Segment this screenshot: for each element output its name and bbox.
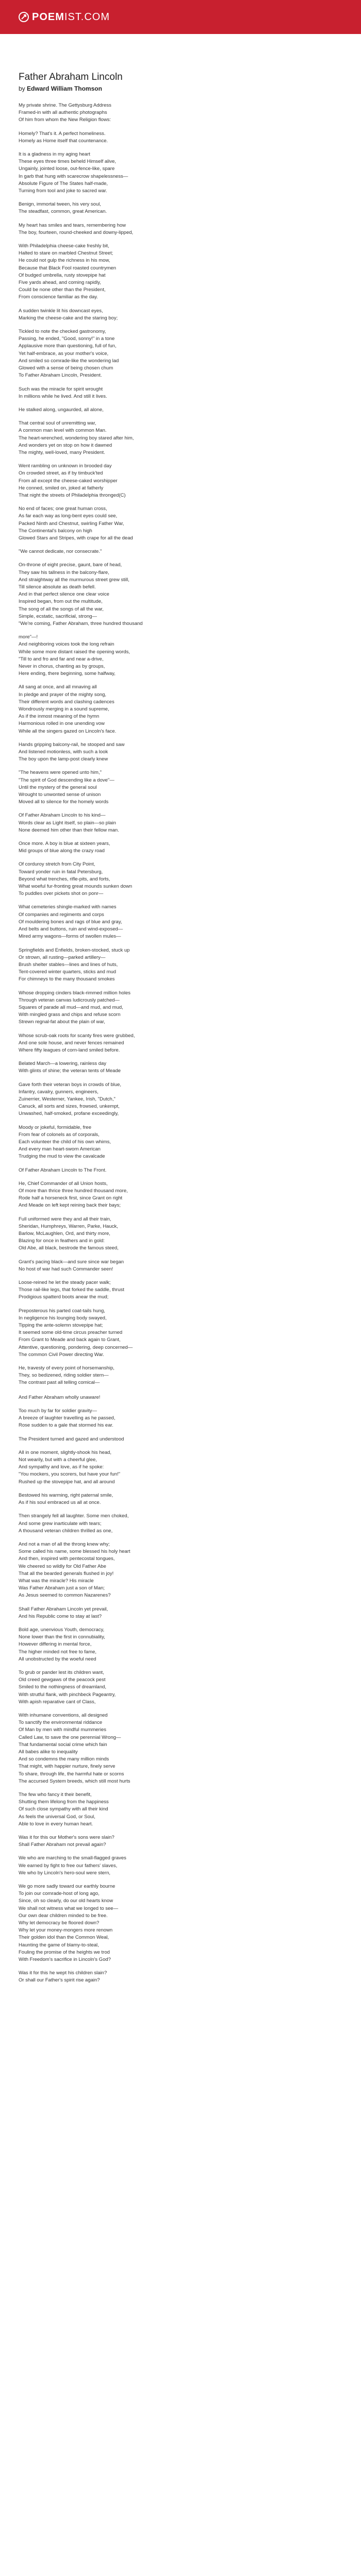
poem-stanza: He stalked along, ungaurded, all alone, (19, 406, 104, 413)
poem-stanza: Then strangely fell all laughter. Some men choked, And some grew inarticulate with tears; A thousand veteran children thrilled as one, (19, 1513, 129, 1534)
poem-byline (19, 84, 342, 93)
poem-stanza: Whose dropping cinders black-rimmed million holes Through veteran canvas ludicrously patched— Squares of parade all mud—and mud, and mud, With mingled grass and chips and refuse scorn Strewn regnal-fat about the plain of war, (19, 990, 131, 1025)
poem-stanza: Bold age, unenvious Youth, democracy, None lower than the first in connubiality, However differing in mental force, The higher minded not free to fame, All unobstructed by the woeful need (19, 1626, 105, 1662)
site-name-suffix: IST.COM (64, 11, 110, 23)
poem-stanza: My private shrine. The Gettysburg Address Framed-in with all authentic photographs Of him from whom the New Religion flows: (19, 103, 111, 123)
poem-stanza: Tickled to note the checked gastronomy, Passing, he ended, "Good, sonny!" in a tone Applausive more than questioning, full of fun, Yet half-embrace, as your mother's voice, And smiled so comrade-like the wondering lad Glowed with a sense of being chosen chum To Father Abraham Lincoln, President. (19, 329, 119, 379)
poem-stanza: Too much by far for soldier gravity— A breeze of laughter travelling as he passed, Rose sudden to a gale that stormed his ear. (19, 1408, 116, 1429)
poem-stanza: Of Father Abraham Lincoln to The Front. (19, 1167, 107, 1173)
poem-stanza: No end of faces; one great human cross, As far each way as long-bent eyes could see, Packed Ninth and Chestnut, swirling Father War, The Continental's balcony on high Glowed Stars and Stripes, with crape for all the dead (19, 506, 133, 541)
poem-stanza: The President turned and gazed and understood (19, 1436, 124, 1442)
author-link[interactable]: Edward William Thomson (27, 85, 102, 92)
poem-stanza: Whose scrub-oak roots for scanty fires were grubbed, And one sole house, and never fences remained Where fifty leagues of corn-land smiled before. (19, 1032, 135, 1053)
poem-stanza: Once more. A boy is blue at sixteen years, Mid groups of blue along the crazy road (19, 841, 110, 854)
poem-stanza: Springfields and Enfields, broken-stocked, stuck up Or strown, all rusting—parked artillery— Brush shelter stables—lines and lines of huts, Tent-covered winter quarters, sticks and mud For chimneys to the many thousand smokes (19, 947, 130, 982)
poem-stanza: That central soul of unremitting war, A common man level with common Man. The heart-wrenched, wondering boy stared after him, And wonders yet on stop on how it dawned The mighty, well-loved, many President. (19, 420, 134, 455)
poem-content (0, 34, 361, 1985)
poem-stanza: Homely? That's it. A perfect homeliness. Homely as Home itself that countenance. (19, 130, 108, 144)
poem-stanza: Was it for this our Mother's sons were slain? Shall Father Abraham not prevail again? (19, 1835, 114, 1848)
poem-stanza: My heart has smiles and tears, remembering how The boy, fourteen, round-cheeked and downy-lipped, (19, 222, 134, 235)
poem-stanza: With Philadelphia cheese-cake freshly bit, Halted to stare on marbled Chestnut Street; He could not gulp the richness in his mow, Because that Black Fool roasted countrymen Of budged umbrella, rusty stovepipe hat Five yards ahead, and coming rapidly, Could be none other than the President, From conscience familiar as the day. (19, 243, 117, 300)
poem-stanza: Shall Father Abraham Lincoln yet prevail, And his Republic come to stay at last? (19, 1606, 108, 1619)
poem-stanza: With inhumane conventions, all designed To sanctify the environmental riddance Of Man by men with mindful mummeries Called Law, to save the one perennial Wrong— That fundamental social crime which fain All babes alike to inequality And so condemns the many million minds That might, with happier nurture, finely serve To share, through life, the harmful hate or scorns The accursed System breeds, which still most hurts (19, 1712, 130, 1784)
site-header (0, 0, 361, 34)
poem-stanza: Hands gripping balcony-rail, he stooped and saw And listened motionless, with such a look The boy upon the lamp-post clearly knew (19, 741, 125, 762)
poem-stanza: We go more sadly toward our earthly bourne To join our comrade-host of long ago, Since, oh so clearly, do our old hearts know We shall not witness what we longed to see— Our own dear children minded to be free. Why let democracy be floored down? Why let your money-mongers more renown Their golden idol than the Common Weal, Haunting the game of blamy-to-steal, Fouling the promise of the heights we trod With Freedom's sacrifice in Lincoln's God? (19, 1884, 119, 1963)
poem-stanza: It is a gladness in my aging heart These eyes three times beheld Himself alive, Ungainly, jointed loose, out-fence-like, spare In garb that hung with scarecrow shapelessness— Absolute Figure of The States half-made, Turning from tool and joke to sacred war. (19, 151, 128, 194)
poem-stanza: All in one moment, slightly-shook his head, Not wearily, but with a cheerful glee, And sympathy and love, as if he spoke: "You mockers, you scorers, but have your fun!" Rushed up the stovepipe hat, and all around (19, 1449, 121, 1485)
poem-stanza: What cemeteries shingle-marked with names Of companies and regiments and corps Of mouldering bones and rags of blue and gray, And belts and buttons, ruin and wind-exposed— Mired army wagons—forms of swollen mules— (19, 904, 123, 940)
poem-stanza: Was it for this he wept his children slain? Or shall our Father's spirit rise again? (19, 1970, 107, 1984)
poem-body (19, 102, 342, 1985)
poem-stanza: Full uniformed were they and all their train, Sheridan, Humphreys, Warren, Parke, Hauck, Barlow, McLaughlen, Ord, and thirty more, Blazing for once in feathers and in gold: Old Abe, all black, bestrode the famous steed, (19, 1216, 119, 1251)
poem-stanza: Moody or jokeful, formidable, free From fear of colonels as of corporals, Each volunteer the child of his own whims, And every man heart-sworn American Trudging the mud to view the cavalcade (19, 1124, 111, 1160)
poem-stanza: "The heavens were opened unto him," "The spirit of God descending like a dove"— Until the mystery of the general soul Wrought to unwonted sense of unison Moved all to silence for the homely words (19, 770, 114, 805)
byline-prefix: by (19, 85, 25, 92)
quill-icon (19, 12, 29, 22)
poem-stanza: To grub or pander lest its children want, Old creed gewgaws of the peacock pest Smiled to the nothingness of dreamland, With strutful flank, with pinchbeck Pageantry, With apish reparative cant of Class, (19, 1669, 116, 1705)
poem-stanza: He, travesty of every point of horsemanship, They, so bedizened, riding soldier stern— The contrast past all telling comical— And Father Abraham wholly unaware! (19, 1365, 114, 1400)
poem-stanza: Gave forth their veteran boys in crowds of blue, Infantry, cavalry, gunners, engineers, Zuinerrier, Westerner, Yankee, Irish, "Dutch," Canuck, all sorts and sizes, frowsed, unkempt, Unwashed, half-smoked, profane exceedingly, (19, 1081, 122, 1117)
poem-stanza: Preposterous his parted coat-tails hung, In negligence his lounging body swayed, Tipping the ante-solemn stovepipe hat; It seemed some old-time circus preacher turned From Grant to Meade and back again to Grant, Attentive, questioning, pondering, deep concerned— The common Civil Power directing War. (19, 1308, 133, 1358)
site-logo[interactable] (19, 11, 110, 23)
poem-title: Father Abraham Lincoln (19, 72, 123, 82)
poem-stanza: Belated March—a lowering, rainless day With glints of shine; the veteran tents of Meade (19, 1061, 121, 1074)
poem-stanza: All sang at once, and all mnaving all In pledge and prayer of the mighty song, Their different words and clashing cadences Wondrously merging in a sound supreme, As if the inmost meaning of the hymn Harmonious rolled in one unending vow While all the singers gazed on Lincoln's face. (19, 684, 117, 734)
poem-stanza: Bestowed his warming, right paternal smile, As if his soul embraced us all at once. (19, 1492, 113, 1506)
poem-stanza: Such was the miracle for spirit wrought In millions while he lived. And still it lives. (19, 386, 107, 399)
poem-stanza: "We cannot dedicate, nor consecrate." (19, 549, 102, 555)
poem-stanza: more"—! And neighboring voices took the long refrain While some more distant raised the opening words, "Till to and fro and far and near a-drive, Never in chorus, chanting as by groups, Here ending, there beginning, some halfway, (19, 634, 130, 677)
poem-stanza: Benign, immortal tween, his very soul, The steadfast, common, great American. (19, 201, 107, 215)
poem-stanza: Loose-reined he let the steady pacer walk; Those rail-like legs, that forked the saddle, thrust Prodigious spatterd boots anear the mud; (19, 1280, 124, 1300)
site-name: POEM (32, 11, 64, 23)
poem-stanza: He, Chief Commander of all Union hosts, Of more than thrice three hundred thousand more, Rode half a horseneck first, since Grant on right And Meade on left kept reining back their bays; (19, 1180, 128, 1209)
poem-stanza: The few who fancy it their benefit, Shutting them lifelong from the happiness Of such close sympathy with all their kind As feels the universal God, or Soul, Able to love in every human heart. (19, 1792, 109, 1827)
poem-stanza: Of Father Abraham Lincoln to his kind— Words clear as Light itself, so plain—so plain None deemed him other than their fellow man. (19, 812, 119, 833)
poem-stanza: Of corduroy stretch from City Point, Toward yonder ruin in fatal Petersburg, Beyond what trenches, rifle-pits, and forts, What woeful fur-fronting great mounds sunken down To puddles over pickets shot on ponr— (19, 861, 133, 897)
poem-stanza: Went rambling on unknown in brooded day On crowded street, as if by timbuck'ted From all except the cheese-caked worshipper He conned, smiled on, joked at fatherly That night the streets of Philadelphia thronged(C) (19, 463, 126, 498)
poem-stanza: A sudden twinkle lit his downcast eyes, Marking the cheese-cake and the staring boy; (19, 308, 118, 321)
poem-stanza: And not a man of all the throng knew why; Some called his name, some blessed his holy heart And then, inspired with pentecostal tongues, We cheered so wildly for Old Father Abe That all the bearded generals flushed in joy! What was the miracle? His miracle Was Father Abraham just a son of Man; As Jesus seemed to common Nazarenes? (19, 1541, 130, 1599)
poem-stanza: On-throne of eight precise, gaunt, bare of head, They saw his tallness in the balcony-flare, And straightway all the murmurous street grew still, Till silence absolute as death befell. And in that perfect silence one clear voice Inspired began, from out the multitude, The song of all the songs of all the war, Simple, ecstatic, sacrificial, strong— "We're coming, Father Abraham, three hundred thousand (19, 562, 143, 626)
poem-stanza: Grant's pacing black—and sure since war began No host of war had such Commander seen! (19, 1259, 124, 1272)
poem-stanza: We who are marching to the small-flagged graves We earned by fight to free our fathers' slaves, We who by Lincoln's hero-soul were stern, (19, 1855, 126, 1876)
